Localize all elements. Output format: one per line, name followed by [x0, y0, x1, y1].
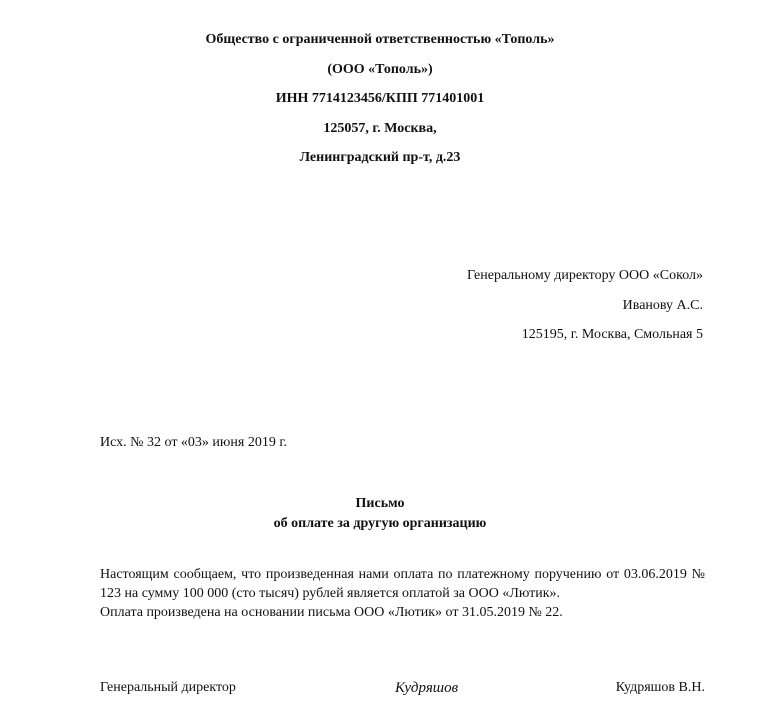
signatory-name: Кудряшов В.Н. — [615, 680, 705, 695]
signatory-position: Генеральный директор — [100, 680, 236, 695]
sender-city: 125057, г. Москва, — [323, 120, 437, 136]
signature-row — [100, 678, 705, 698]
handwritten-signature: Кудряшов — [395, 680, 459, 696]
sender-company-short: (ООО «Тополь») — [327, 61, 433, 77]
sender-header — [0, 30, 760, 178]
recipient-block — [467, 266, 703, 355]
letter-title — [0, 494, 760, 534]
sender-company-name: Общество с ограниченной ответственностью «Тополь» — [205, 32, 555, 47]
sender-tax-ids: ИНН 7714123456/КПП 771401001 — [275, 91, 485, 106]
letter-title-line2: об оплате за другую организацию — [273, 516, 487, 531]
recipient-title: Генеральному директору ООО «Сокол» — [467, 268, 703, 283]
sender-street: Ленинградский пр-т, д.23 — [299, 150, 461, 165]
body-paragraph-1: Настоящим сообщаем, что произведенная нами оплата по платежному поручению от 03.06.2019 № 123 на сумму 100 000 (сто тысяч) рублей является оплатой за ООО «Лютик». — [100, 567, 705, 601]
body-paragraph-2: Оплата произведена на основании письма ООО «Лютик» от 31.05.2019 № 22. — [100, 605, 563, 620]
recipient-address: 125195, г. Москва, Смольная 5 — [521, 327, 703, 342]
letter-body — [100, 565, 705, 622]
letter-title-line1: Письмо — [355, 496, 405, 511]
recipient-name: Иванову А.С. — [622, 297, 703, 313]
outgoing-reference: Исх. № 32 от «03» июня 2019 г. — [100, 435, 287, 450]
